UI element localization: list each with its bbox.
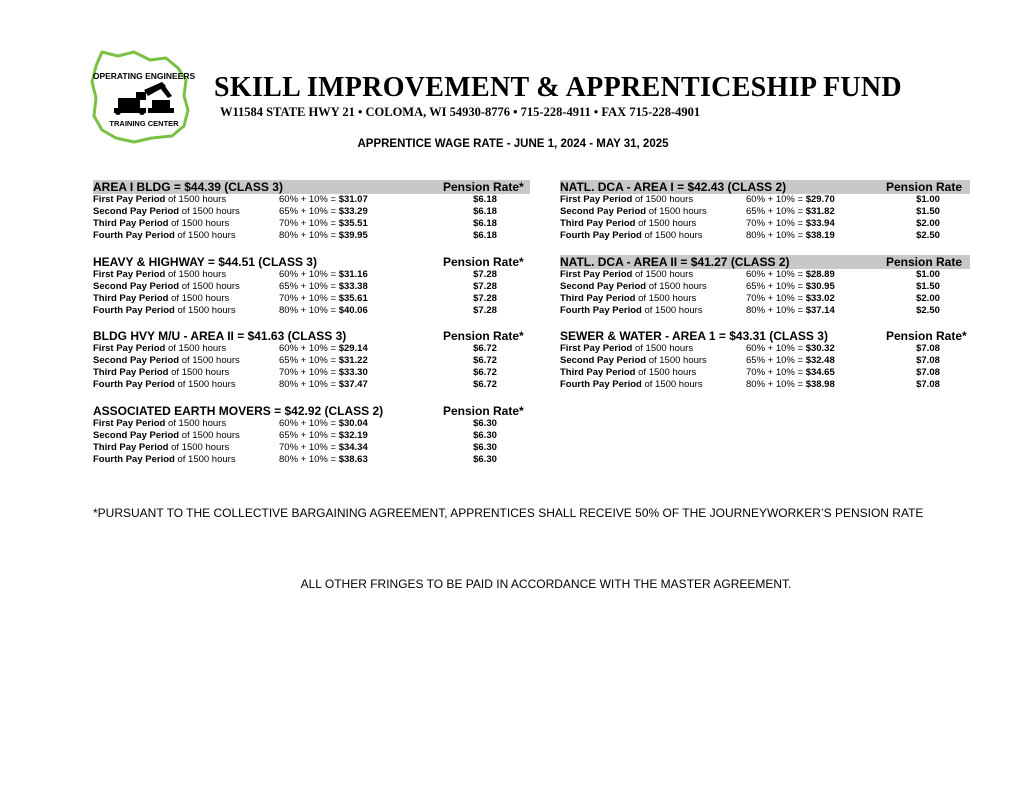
pension-rate-header: Pension Rate*: [443, 404, 524, 418]
table-row: Third Pay Period of 1500 hours 70% + 10% = $35.51 $6.18: [93, 218, 497, 229]
wage-section-associated-earth-movers: [93, 404, 530, 466]
table-row: Fourth Pay Period of 1500 hours 80% + 10% = $40.06 $7.28: [93, 305, 497, 316]
table-row: Second Pay Period of 1500 hours 65% + 10% = $31.22 $6.72: [93, 355, 497, 366]
table-row: Third Pay Period of 1500 hours 70% + 10% = $33.94 $2.00: [560, 218, 940, 229]
table-row: Third Pay Period of 1500 hours 70% + 10% = $35.61 $7.28: [93, 293, 497, 304]
section-title: HEAVY & HIGHWAY = $44.51 (CLASS 3): [93, 255, 317, 269]
pension-footnote: *PURSUANT TO THE COLLECTIVE BARGAINING AGREEMENT, APPRENTICES SHALL RECEIVE 50% OF THE JOURNEYWORKER’S PENSION RATE: [93, 506, 924, 520]
section-header: [93, 404, 530, 418]
logo-text-top: OPERATING ENGINEERS: [92, 71, 196, 81]
pension-rate-header: Pension Rate*: [443, 255, 524, 269]
section-header: [93, 329, 530, 343]
table-row: First Pay Period of 1500 hours 60% + 10% = $31.07 $6.18: [93, 194, 497, 205]
training-center-logo: [88, 46, 200, 146]
wage-section-sewer-water: [560, 329, 970, 391]
table-row: First Pay Period of 1500 hours 60% + 10% = $30.32 $7.08: [560, 343, 940, 354]
table-row: First Pay Period of 1500 hours 60% + 10% = $29.14 $6.72: [93, 343, 497, 354]
table-row: First Pay Period of 1500 hours 60% + 10% = $29.70 $1.00: [560, 194, 940, 205]
pension-rate-header: Pension Rate: [886, 180, 963, 194]
table-row: Fourth Pay Period of 1500 hours 80% + 10% = $37.14 $2.50: [560, 305, 940, 316]
section-title: SEWER & WATER - AREA 1 = $43.31 (CLASS 3): [560, 329, 828, 343]
section-title: AREA I BLDG = $44.39 (CLASS 3): [93, 180, 283, 194]
table-row: Fourth Pay Period of 1500 hours 80% + 10% = $39.95 $6.18: [93, 230, 497, 241]
wage-section-natl-dca-area-i: [560, 180, 970, 242]
section-title: BLDG HVY M/U - AREA II = $41.63 (CLASS 3): [93, 329, 347, 343]
section-title: ASSOCIATED EARTH MOVERS = $42.92 (CLASS 2): [93, 404, 384, 418]
table-row: Second Pay Period of 1500 hours 65% + 10% = $31.82 $1.50: [560, 206, 940, 217]
wage-section-natl-dca-area-ii: [560, 255, 970, 317]
pension-rate-header: Pension Rate: [886, 255, 963, 269]
table-row: Fourth Pay Period of 1500 hours 80% + 10% = $38.19 $2.50: [560, 230, 940, 241]
wage-section-heavy-highway: [93, 255, 530, 317]
table-row: Third Pay Period of 1500 hours 70% + 10% = $34.65 $7.08: [560, 367, 940, 378]
table-row: Fourth Pay Period of 1500 hours 80% + 10% = $38.63 $6.30: [93, 454, 497, 465]
section-header: [560, 180, 970, 194]
org-title: SKILL IMPROVEMENT & APPRENTICESHIP FUND: [214, 72, 902, 103]
table-row: Second Pay Period of 1500 hours 65% + 10% = $33.38 $7.28: [93, 281, 497, 292]
fringes-notice: ALL OTHER FRINGES TO BE PAID IN ACCORDANCE WITH THE MASTER AGREEMENT.: [300, 577, 792, 591]
table-row: Second Pay Period of 1500 hours 65% + 10% = $30.95 $1.50: [560, 281, 940, 292]
table-row: First Pay Period of 1500 hours 60% + 10% = $31.16 $7.28: [93, 269, 497, 280]
document-title: APPRENTICE WAGE RATE - JUNE 1, 2024 - MAY 31, 2025: [357, 138, 669, 150]
table-row: Third Pay Period of 1500 hours 70% + 10% = $34.34 $6.30: [93, 442, 497, 453]
table-row: Third Pay Period of 1500 hours 70% + 10% = $33.30 $6.72: [93, 367, 497, 378]
pension-rate-header: Pension Rate*: [443, 329, 524, 343]
table-row: Third Pay Period of 1500 hours 70% + 10% = $33.02 $2.00: [560, 293, 940, 304]
machinery-icon: [114, 82, 174, 115]
section-header: [93, 255, 530, 269]
pension-rate-header: Pension Rate*: [886, 329, 967, 343]
logo-text-bottom: TRAINING CENTER: [109, 119, 179, 128]
table-row: First Pay Period of 1500 hours 60% + 10% = $30.04 $6.30: [93, 418, 497, 429]
section-header: [560, 329, 970, 343]
pension-rate-header: Pension Rate*: [443, 180, 524, 194]
table-row: Second Pay Period of 1500 hours 65% + 10% = $32.48 $7.08: [560, 355, 940, 366]
table-row: Fourth Pay Period of 1500 hours 80% + 10% = $37.47 $6.72: [93, 379, 497, 390]
wage-section-area-i-bldg: [93, 180, 530, 242]
wage-section-bldg-hvy-mu-area-ii: [93, 329, 530, 391]
table-row: Second Pay Period of 1500 hours 65% + 10% = $33.29 $6.18: [93, 206, 497, 217]
section-title: NATL. DCA - AREA II = $41.27 (CLASS 2): [560, 255, 790, 269]
table-row: First Pay Period of 1500 hours 60% + 10% = $28.89 $1.00: [560, 269, 940, 280]
org-address: W11584 STATE HWY 21 • COLOMA, WI 54930-8776 • 715-228-4911 • FAX 715-228-4901: [220, 105, 701, 119]
section-header: [93, 180, 530, 194]
section-title: NATL. DCA - AREA I = $42.43 (CLASS 2): [560, 180, 787, 194]
table-row: Second Pay Period of 1500 hours 65% + 10% = $32.19 $6.30: [93, 430, 497, 441]
section-header: [560, 255, 970, 269]
table-row: Fourth Pay Period of 1500 hours 80% + 10% = $38.98 $7.08: [560, 379, 940, 390]
